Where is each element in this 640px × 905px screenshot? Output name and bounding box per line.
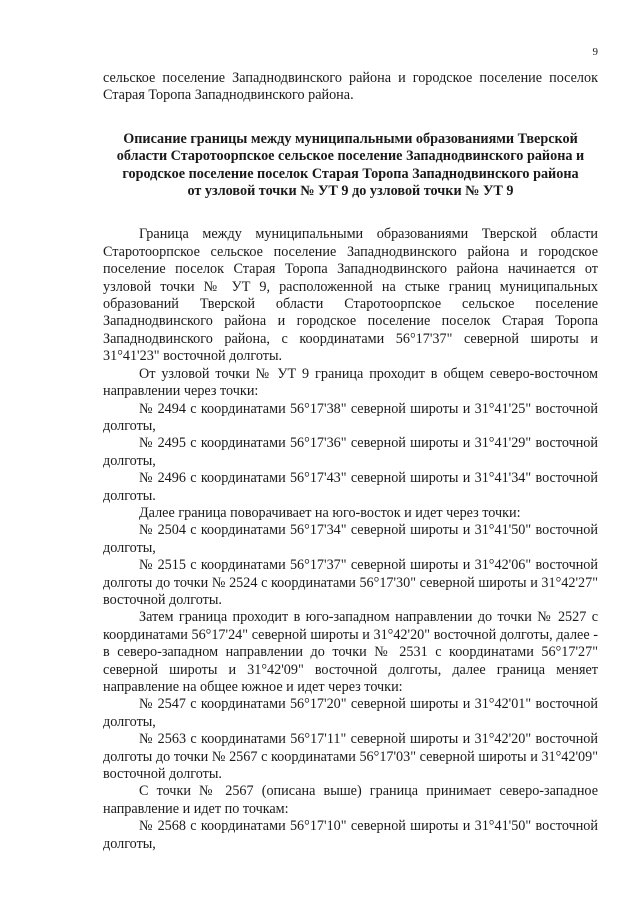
- body-paragraph: № 2504 с координатами 56°17'34" северной широты и 31°41'50" восточной долготы,: [103, 522, 598, 556]
- body-paragraph: № 2495 с координатами 56°17'36" северной широты и 31°41'29" восточной долготы,: [103, 435, 598, 469]
- heading-line: области Старотоорпское сельское поселение Западнодвинского района и: [116, 148, 585, 165]
- body-paragraph: Граница между муниципальными образованиями Тверской области Старотоорпское сельское поселение Западнодвинского района и городское поселение поселок Старая Торопа Западнодвинского района начинается от узловой точки № УТ 9, расположенной на стыке границ муниципальных образований Тверской области Старотоорпское сельское поселение Западнодвинского района и городское поселение поселок Старая Торопа Западнодвинского района, с координатами 56°17'37" северной широты и 31°41'23" восточной долготы.: [103, 226, 598, 365]
- section-heading: [103, 131, 598, 201]
- document-body: [103, 70, 598, 853]
- body-paragraph: № 2568 с координатами 56°17'10" северной широты и 31°41'50" восточной долготы,: [103, 818, 598, 852]
- heading-line: от узловой точки № УТ 9 до узловой точки № УТ 9: [187, 183, 514, 200]
- heading-line: городское поселение поселок Старая Торопа Западнодвинского района: [122, 165, 579, 182]
- body-paragraph: № 2563 с координатами 56°17'11" северной широты и 31°42'20" восточной долготы до точки № 2567 с координатами 56°17'03" северной широты и 31°42'09" восточной долготы.: [103, 731, 598, 783]
- body-paragraph: № 2515 с координатами 56°17'37" северной широты и 31°42'06" восточной долготы до точки № 2524 с координатами 56°17'30" северной широты и 31°42'27" восточной долготы.: [103, 557, 598, 608]
- body-paragraph: Далее граница поворачивает на юго-восток и идет через точки:: [139, 504, 521, 521]
- body-paragraph: С точки № 2567 (описана выше) граница принимает северо-западное направление и идет по точкам:: [103, 783, 598, 817]
- body-paragraph: Затем граница проходит в юго-западном направлении до точки № 2527 с координатами 56°17'24" северной широты и 31°42'20" восточной долготы, далее - в северо-западном направлении до точки № 2531 с координатами 56°17'27" северной широты и 31°42'09" восточной долготы, далее граница меняет направление на общее южное и идет через точки:: [103, 609, 598, 695]
- body-paragraph: № 2494 с координатами 56°17'38" северной широты и 31°41'25" восточной долготы,: [103, 400, 598, 434]
- body-paragraph: От узловой точки № УТ 9 граница проходит в общем северо-восточном направлении через точки:: [103, 365, 598, 400]
- intro-paragraph: сельское поселение Западнодвинского района и городское поселение поселок Старая Торопа Западнодвинского района.: [103, 70, 598, 104]
- page-number: 9: [592, 46, 598, 58]
- heading-line: Описание границы между муниципальными образованиями Тверской: [123, 130, 578, 147]
- body-paragraph: № 2547 с координатами 56°17'20" северной широты и 31°42'01" восточной долготы,: [103, 696, 598, 730]
- body-paragraph: № 2496 с координатами 56°17'43" северной широты и 31°41'34" восточной долготы.: [103, 470, 598, 504]
